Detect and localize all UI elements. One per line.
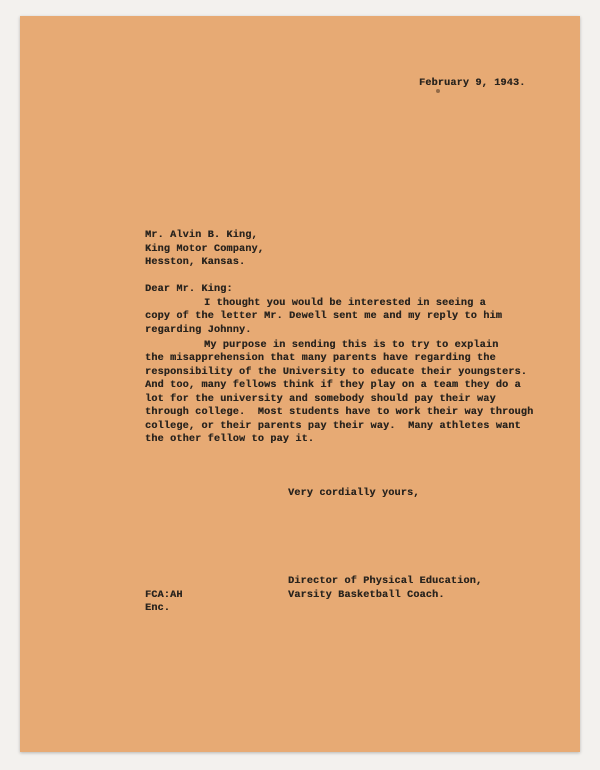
paragraph-line: lot for the university and somebody should pay their way [145,394,496,405]
paragraph-line: copy of the letter Mr. Dewell sent me and my reply to him [145,311,503,322]
closing: Very cordially yours, [288,488,420,499]
paragraph-line: the misapprehension that many parents have regarding the [145,353,496,364]
salutation: Dear Mr. King: [145,284,233,295]
address-line: Hesston, Kansas. [145,257,246,268]
address-line: Mr. Alvin B. King, [145,230,258,241]
paragraph-line: And too, many fellows think if they play on a team they do a [145,380,521,391]
reference-initials: FCA:AH [145,590,183,601]
paragraph-line: responsibility of the University to educate their youngsters. [145,367,528,378]
paper-speck [436,89,440,93]
paragraph-line: My purpose in sending this is to try to explain [204,340,499,351]
letter-date: February 9, 1943. [419,78,526,89]
signature-title-line: Director of Physical Education, [288,576,483,587]
paragraph-line: I thought you would be interested in seeing a [204,298,486,309]
paragraph-line: the other fellow to pay it. [145,434,315,445]
enclosure-note: Enc. [145,603,171,614]
address-line: King Motor Company, [145,244,265,255]
paragraph-line: through college. Most students have to work their way through [145,407,534,418]
paragraph-line: college, or their parents pay their way. Many athletes want [145,421,521,432]
signature-title-line: Varsity Basketball Coach. [288,590,445,601]
paragraph-line: regarding Johnny. [145,325,252,336]
